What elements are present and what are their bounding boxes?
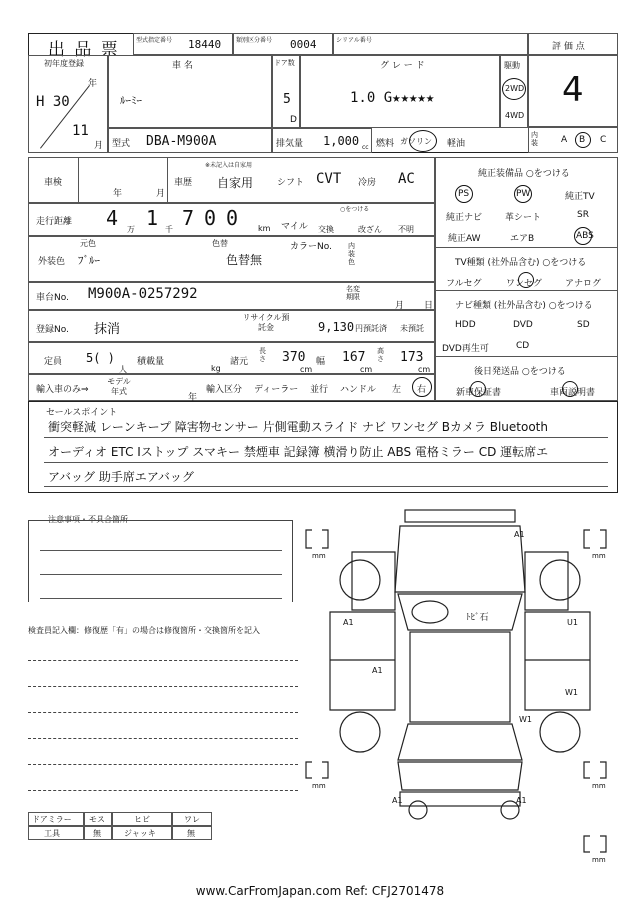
mm-label-tr: mm <box>592 552 606 560</box>
import-label: 輸入車のみ⇒ <box>36 385 89 395</box>
left-front-fender <box>352 552 395 610</box>
repaint-value: 色替無 <box>226 253 263 267</box>
damage-mark-rear-left: A1 <box>392 796 403 805</box>
diesel-label: 軽油 <box>447 139 466 149</box>
serial-label: シリアル番号 <box>336 37 372 44</box>
equip-aw: 純正AW <box>448 234 481 244</box>
inspector-line-3 <box>28 712 298 713</box>
right-doors <box>525 612 590 710</box>
grade-label: グ レ ー ド <box>380 61 425 71</box>
docs-warranty: 新車保証書 <box>456 388 502 398</box>
mileage-unit-km: km <box>258 224 271 233</box>
caution-label: 注意事項・不具合箇所 <box>48 515 128 524</box>
displacement-label: 排気量 <box>276 139 304 149</box>
mm-label-bottom: mm <box>592 856 606 864</box>
small-table-mos: モス <box>89 815 105 824</box>
height-unit: cm <box>418 365 431 374</box>
damage-mark-hood: A1 <box>514 530 525 539</box>
small-table-tools: 工具 <box>44 829 60 838</box>
chassis-value: M900A-0257292 <box>88 286 198 302</box>
first-reg-month: 11 <box>72 123 89 139</box>
drive-4wd: 4WD <box>505 111 525 120</box>
small-table-jack-value: 無 <box>187 829 195 838</box>
recycle-suffix: 円預託済 <box>355 324 387 333</box>
repaint-label: 色替 <box>212 239 228 248</box>
type-label: 型式 <box>112 139 131 149</box>
mileage-digit-1: 4 <box>106 206 119 230</box>
bracket-bl <box>306 762 312 778</box>
navi-dvd: DVD <box>513 320 533 330</box>
mileage-digit-2: 1 <box>146 206 159 230</box>
equip-rule-1 <box>435 247 618 248</box>
doors-value: 5 <box>283 92 291 107</box>
sales-rule-1 <box>44 437 608 438</box>
hood-outline <box>395 526 525 592</box>
bracket-br <box>584 762 590 778</box>
inspector-line-5 <box>28 764 298 765</box>
mileage-digit-3: 7 <box>182 206 195 230</box>
footer-reference: www.CarFromJapan.com Ref: CFJ2701478 <box>195 884 445 898</box>
fuel-value: ガソリン <box>400 137 432 146</box>
small-table-jack: ジャッキ <box>124 829 156 838</box>
car-name-label: 車 名 <box>172 61 193 71</box>
tv-type-label: TV種類 (社外品含む) ○をつける <box>455 258 587 268</box>
docs-label: 後日発送品 ○をつける <box>474 367 566 377</box>
small-table-tools-value: 無 <box>93 829 101 838</box>
length-value: 370 <box>282 350 306 365</box>
dims-label: 諸元 <box>230 357 249 367</box>
equip-rule-3 <box>435 356 618 357</box>
sales-rule-2 <box>44 462 608 463</box>
equip-abs: ABS <box>576 231 594 241</box>
interior-c: C <box>600 135 607 145</box>
small-table-break: ワレ <box>184 815 200 824</box>
length-unit: cm <box>300 365 313 374</box>
sales-label: セールスポイント <box>46 408 118 418</box>
unrecorded-note: ※未記入は自家用 <box>205 162 253 169</box>
left-doors <box>330 612 395 710</box>
caution-line-3 <box>40 598 282 599</box>
import-class-label: 輸入区分 <box>206 385 243 395</box>
ac-label: 冷房 <box>358 178 377 188</box>
small-table-door-mirror: ドアミラー <box>32 815 72 824</box>
height-value: 173 <box>400 350 424 365</box>
rear-window <box>398 724 522 760</box>
color-no-label: カラーNo. <box>290 242 332 252</box>
width-unit: cm <box>360 365 373 374</box>
sheet-title: 出 品 票 <box>48 40 120 60</box>
int-color-label: 内装色 <box>348 242 355 266</box>
load-unit: kg <box>211 364 221 373</box>
caution-bracket <box>28 520 293 602</box>
windshield <box>398 594 522 630</box>
load-label: 積載量 <box>137 357 165 367</box>
stone-chip-circle <box>412 601 448 623</box>
chassis-label: 車台No. <box>36 293 69 303</box>
capacity-label: 定員 <box>44 357 63 367</box>
bracket-bot <box>584 836 590 852</box>
handle-label: ハンドル <box>340 385 377 395</box>
navi-hdd: HDD <box>455 320 476 330</box>
right-rear-wheel <box>540 712 580 752</box>
capacity-value: 5( ) <box>86 351 115 365</box>
caution-line-1 <box>40 550 282 551</box>
mile-label: マイル <box>281 222 308 232</box>
right-label: 右 <box>417 385 427 395</box>
interior-label: 内装 <box>531 131 538 147</box>
navi-sd: SD <box>577 320 590 330</box>
bracket-bot-r <box>600 836 606 852</box>
mm-label-tl: mm <box>312 552 326 560</box>
mileage-circle-note: ○をつける <box>340 206 370 213</box>
dvd-cd: CD <box>516 341 530 351</box>
model-year-unit: 年 <box>188 393 198 403</box>
inspector-label: 検査員記入欄：修復歴「有」の場合は修復箇所・交換箇所を記入 <box>28 626 260 635</box>
left-front-wheel <box>340 560 380 600</box>
damage-mark-right-door: U1 <box>567 618 578 627</box>
stone-chip-note: ﾄﾋﾞ石 <box>466 613 489 623</box>
small-table-crack: ヒビ <box>134 815 150 824</box>
fuel-label: 燃料 <box>376 139 395 149</box>
equip-rule-2 <box>435 290 618 291</box>
mileage-digit-5: 0 <box>226 206 239 230</box>
front-bumper <box>405 510 515 522</box>
equip-navi: 純正ナビ <box>446 213 483 223</box>
bracket-tl-r <box>322 530 328 548</box>
parallel-label: 並行 <box>310 385 329 395</box>
grade-value: 1.0 G★★★★★ <box>350 90 435 106</box>
caution-line-2 <box>40 574 282 575</box>
capacity-unit: 人 <box>119 365 127 374</box>
tv-oneseg: ワンセグ <box>506 279 543 289</box>
shift-value: CVT <box>316 171 342 187</box>
inspector-line-4 <box>28 738 298 739</box>
altered-label: 改ざん <box>358 225 382 234</box>
bracket-tr-r <box>600 530 606 548</box>
left-label: 左 <box>392 385 402 395</box>
recycle-label: リサイクル預託金 <box>242 313 290 332</box>
mileage-digit-4: 0 <box>204 206 217 230</box>
car-diagram <box>300 500 620 870</box>
ac-value: AC <box>398 171 415 187</box>
height-label: 高さ <box>377 347 384 363</box>
bracket-tl <box>306 530 312 548</box>
width-value: 167 <box>342 350 366 365</box>
doors-label: ドア数 <box>274 59 295 67</box>
damage-mark-right-rear: W1 <box>565 688 578 697</box>
warranty-month-unit: 月 <box>395 301 405 311</box>
damage-mark-left-door: A1 <box>343 618 354 627</box>
width-label: 幅 <box>316 357 326 367</box>
drive-2wd: 2WD <box>505 84 525 93</box>
orig-color-label: 元色 <box>80 239 96 248</box>
warranty-day-unit: 日 <box>424 301 434 311</box>
sales-line-3: アバッグ 助手席エアバッグ <box>48 470 194 484</box>
roof <box>410 632 510 722</box>
dealer-label: ディーラー <box>254 385 299 395</box>
inspector-line-6 <box>28 790 298 791</box>
sales-line-2: オーディオ ETC Iストップ スマキー 禁煙車 記録簿 横滑り防止 ABS 電格ミラー CD 運転席エ <box>48 445 549 459</box>
bracket-br-r <box>600 762 606 778</box>
equip-genuine-label: 純正装備品 ○をつける <box>478 169 570 179</box>
inspector-line-2 <box>28 686 298 687</box>
bracket-tr <box>584 530 590 548</box>
exchange-label: 交換 <box>318 225 334 234</box>
color-label: 外装色 <box>38 257 66 267</box>
inspection-year-unit: 年 <box>113 189 123 199</box>
sales-rule-3 <box>44 486 608 487</box>
first-reg-year-unit: 年 <box>88 79 98 89</box>
mm-label-br: mm <box>592 782 606 790</box>
car-name-value: ﾙｰﾐｰ <box>120 94 142 107</box>
inspection-divider <box>78 157 168 203</box>
trunk <box>398 762 522 790</box>
mileage-unit-man: 万 <box>127 225 135 234</box>
equip-ps: PS <box>458 189 470 199</box>
mm-label-bl: mm <box>312 782 326 790</box>
damage-mark-left-rear: A1 <box>372 666 383 675</box>
dvd-playback-label: DVD再生可 <box>442 344 489 354</box>
model-designation-label: 型式指定番号 <box>136 37 173 44</box>
displacement-unit: cc <box>362 144 369 151</box>
category-value: 0004 <box>290 38 317 51</box>
unknown-label: 不明 <box>398 225 414 234</box>
shift-label: シフト <box>277 178 305 188</box>
history-value: 自家用 <box>217 176 254 190</box>
reg-no-label: 登録No. <box>36 325 69 335</box>
right-front-fender <box>525 552 568 610</box>
mileage-unit-sen: 千 <box>165 225 173 234</box>
displacement-value: 1,000 <box>323 134 360 148</box>
length-label: 長さ <box>259 347 266 363</box>
first-reg-year: H 30 <box>36 94 70 110</box>
warranty-label: 名変期限 <box>346 285 360 301</box>
color-value: ﾌﾞﾙｰ <box>78 254 100 267</box>
inspector-line-1 <box>28 660 298 661</box>
inspection-month-unit: 月 <box>156 189 166 199</box>
interior-b: B <box>579 135 586 145</box>
bracket-bl-r <box>322 762 328 778</box>
history-label: 車歴 <box>174 178 193 188</box>
damage-mark-rear-fender: W1 <box>519 715 532 724</box>
equip-tv: 純正TV <box>565 192 595 202</box>
interior-a: A <box>561 135 568 145</box>
inspection-label: 車検 <box>44 178 63 188</box>
docs-manual: 車両説明書 <box>550 388 596 398</box>
recycle-value: 9,130 <box>318 320 355 334</box>
rear-bumper-circle-left <box>409 801 427 819</box>
left-rear-wheel <box>340 712 380 752</box>
drive-label: 駆動 <box>504 61 520 70</box>
score-value: 4 <box>562 70 584 110</box>
equip-sr: SR <box>577 210 589 220</box>
mileage-label: 走行距離 <box>36 217 73 227</box>
type-value: DBA-M900A <box>146 134 217 149</box>
navi-type-label: ナビ種類 (社外品含む) ○をつける <box>455 301 593 311</box>
recycle-unpaid: 未預託 <box>400 324 424 333</box>
model-year-label: モデル年式 <box>107 377 131 396</box>
tv-fullseg: フルセグ <box>446 279 482 289</box>
damage-mark-rear-right: A1 <box>516 796 527 805</box>
sales-line-1: 衝突軽減 レーンキープ 障害物センサー 片側電動スライド ナビ ワンセグ Bカメラ Bluetooth <box>48 420 548 434</box>
equip-airbag: エアB <box>510 234 535 244</box>
equip-pw: PW <box>516 189 531 199</box>
tv-analog: アナログ <box>565 279 602 289</box>
first-reg-label: 初年度登録 <box>44 59 84 68</box>
category-label: 類別区分番号 <box>236 37 273 44</box>
equip-leather: 革シート <box>505 213 542 223</box>
first-reg-month-unit: 月 <box>94 141 104 151</box>
door-type: D <box>290 115 297 125</box>
rear-bumper <box>400 792 520 806</box>
model-designation-value: 18440 <box>188 38 222 51</box>
reg-no-value: 抹消 <box>94 322 121 337</box>
score-label: 評 価 点 <box>552 42 585 52</box>
right-front-wheel <box>540 560 580 600</box>
